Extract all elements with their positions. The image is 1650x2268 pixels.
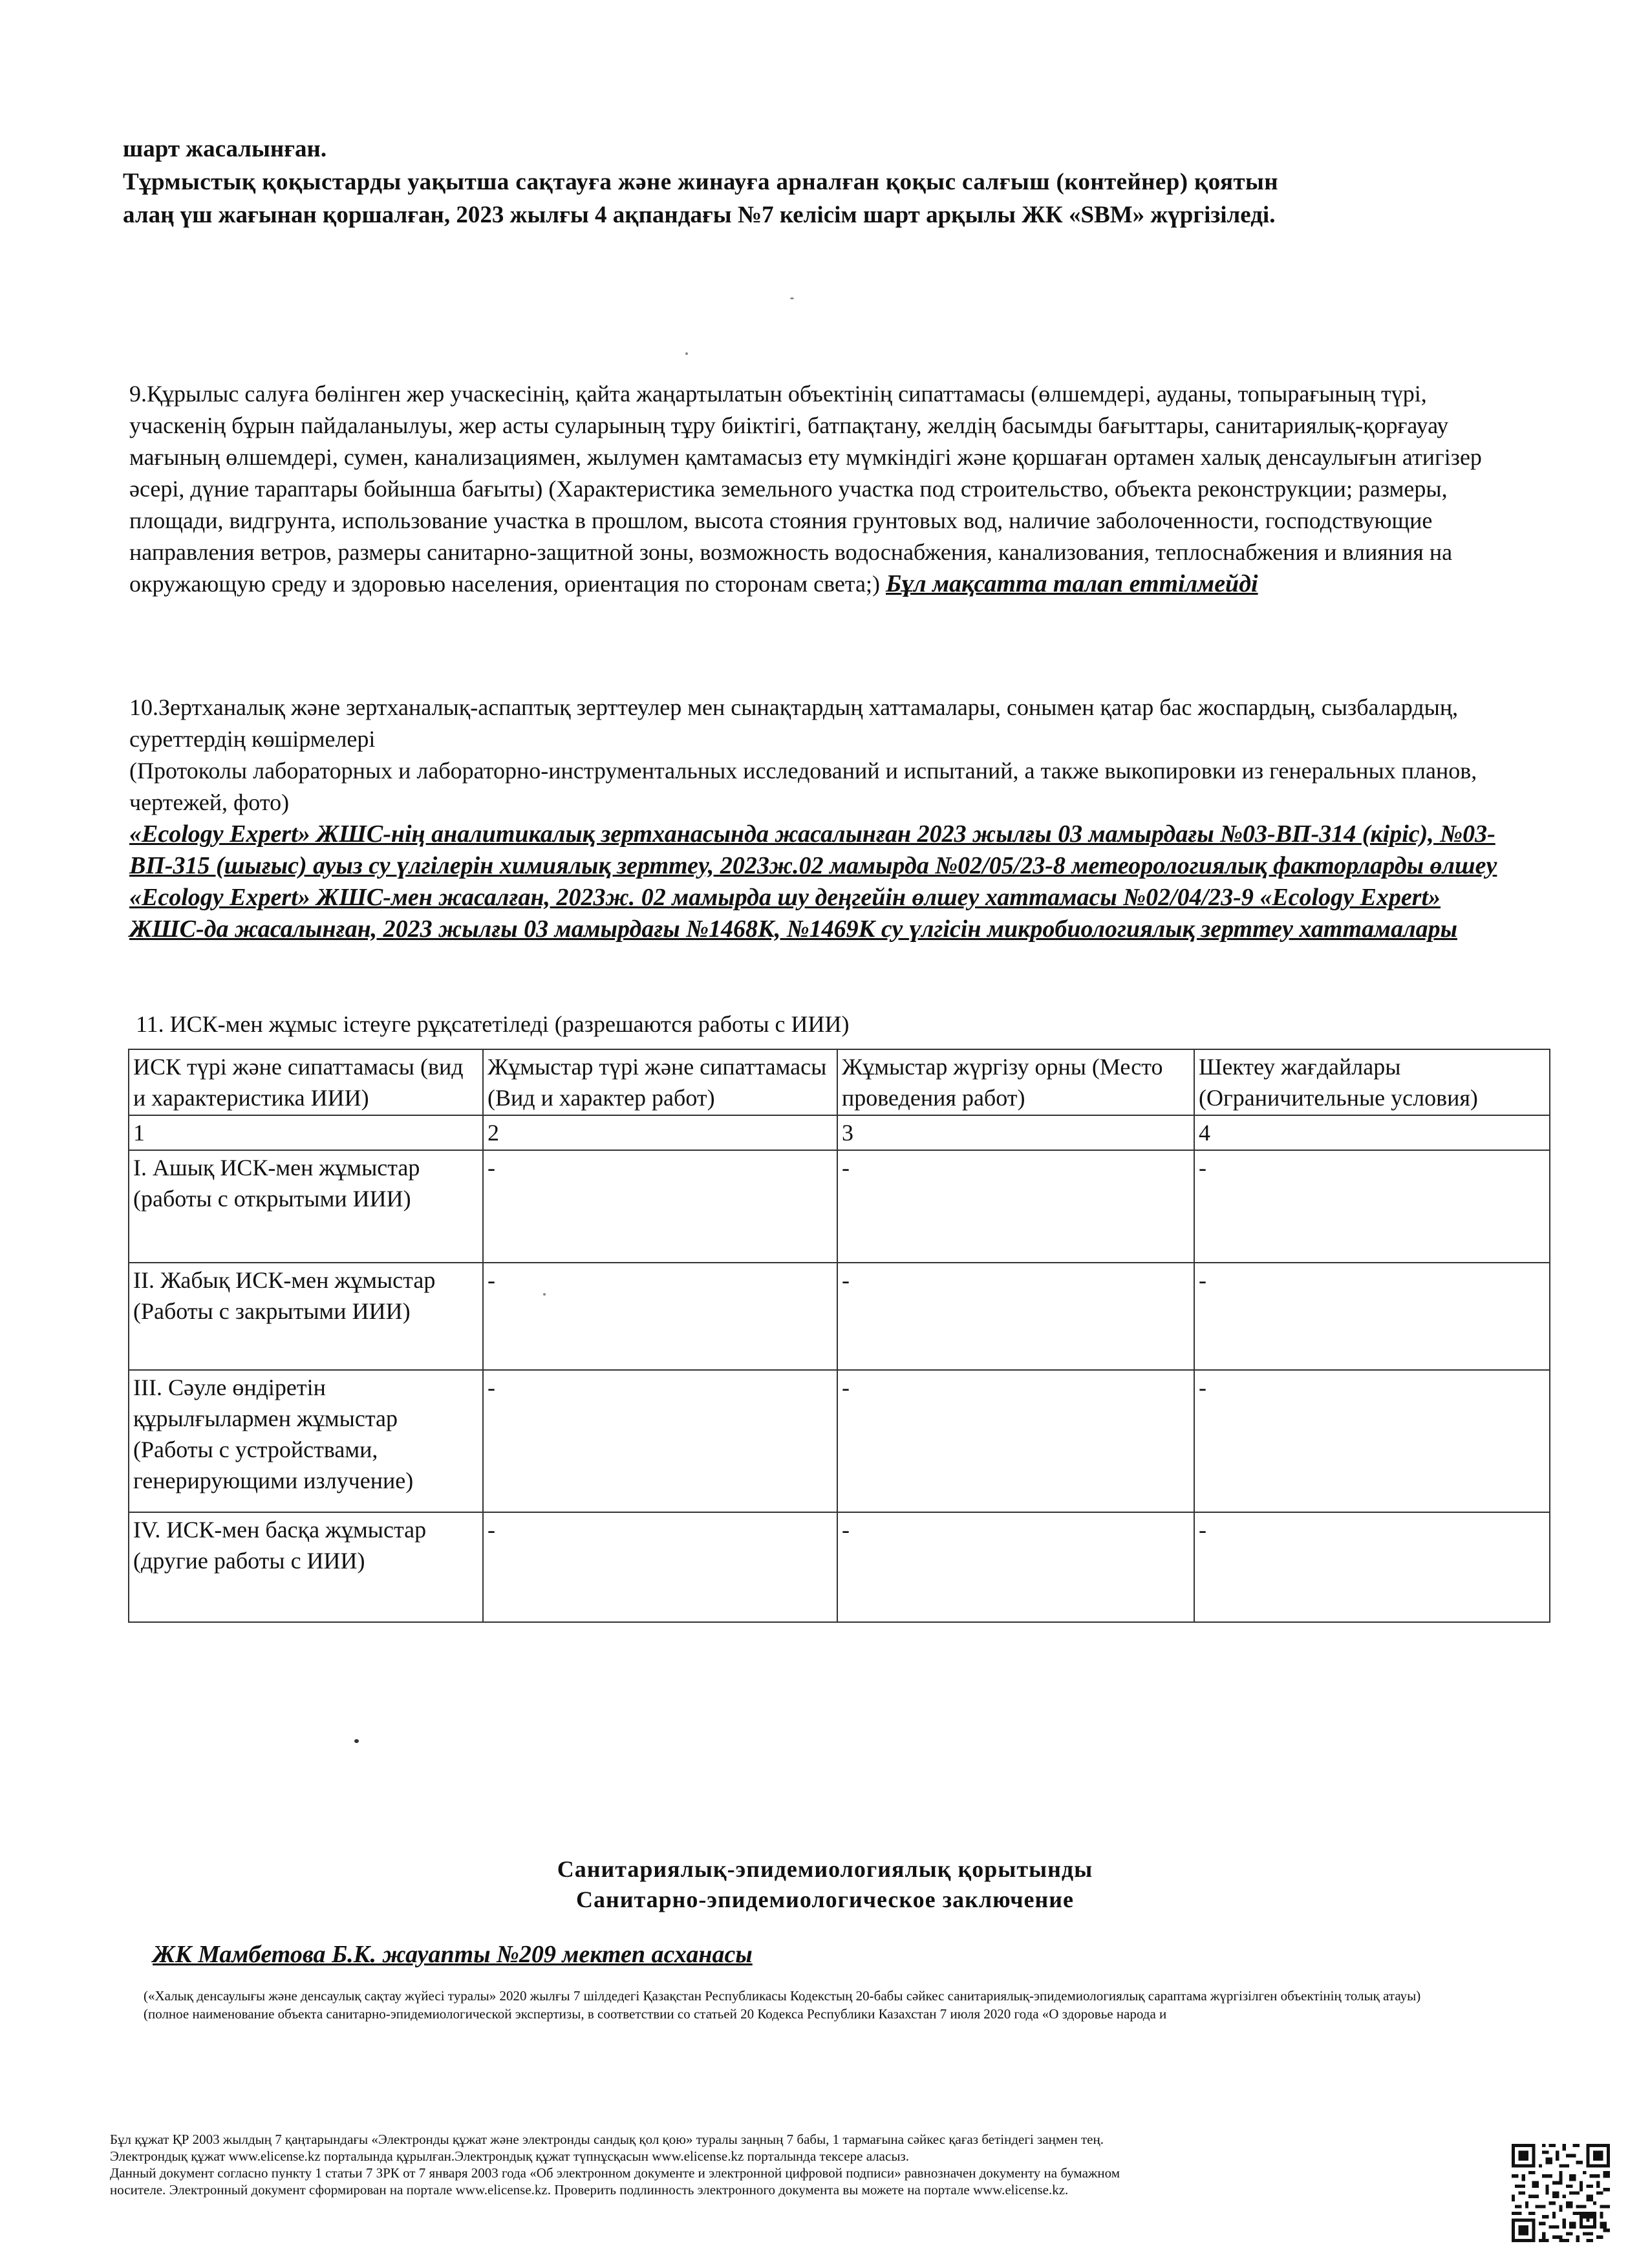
table-cell: - [483, 1512, 837, 1622]
section-9-text: 9.Құрылыс салуға бөлінген жер учаскесінің, қайта жаңартылатын объектінің сипаттамасы (өлшемдері, ауданы, топырағының түрі, учаскенің бұрын пайдаланылуы, жер асты суларының тұру биіктігі, батпақтану, желдің басымды бағыттары, санитариялық-қорғауау мағының өлшемдері, сумен, канализациямен, жылумен қамтамасыз ету мүмкіндігі және қоршаған ортамен халық денсаулығын атигізер әсері, дүние тараптары бойынша бағыты) (Характеристика земельного участка под строительство, объекта реконструкции; размеры, площади, видгрунта, использование участка в прошлом, высота стояния грунтовых вод, наличие заболоченности, господствующие направления ветров, размеры санитарно-защитной зоны, возможность водоснабжения, канализования, теплоснабжения и влияния на окружающую среду и здоровью населения, ориентация по сторонам света;) [129, 381, 1482, 597]
object-note [144, 1987, 1553, 2023]
section-11-title: 11. ИСК-мен жұмыс істеуге рұқсатетіледі (разрешаются работы с ИИИ) [136, 1011, 850, 1037]
conclusion-title-kz: Санитариялық-эпидемиологиялық қорытынды [557, 1856, 1093, 1882]
table-row [129, 1512, 1550, 1622]
table-cell: - [837, 1150, 1194, 1263]
section-9 [129, 378, 1500, 600]
section-9-answer: Бұл мақсатта талап еттілмейді [886, 570, 1258, 597]
footer-line-3: Данный документ согласно пункту 1 статьи 7 ЗРК от 7 января 2003 года «Об электронном документе и электронной цифровой подписи» равнозначен документу на бумажном [110, 2165, 1120, 2181]
object-name: ЖК Мамбетова Б.К. жауапты №209 мектеп асханасы [153, 1941, 753, 1968]
row-label: II. Жабық ИСК-мен жұмыстар (Работы с закрытыми ИИИ) [129, 1263, 483, 1370]
table-cell: - [1194, 1263, 1550, 1370]
header-cell: Шектеу жағдайлары (Ограничительные условия) [1194, 1049, 1550, 1115]
table-cell: - [483, 1263, 837, 1370]
header-cell: Жұмыстар жүргізу орны (Место проведения работ) [837, 1049, 1194, 1115]
table-cell: - [837, 1370, 1194, 1512]
iii-table [128, 1049, 1550, 1623]
top-line-2: Тұрмыстық қоқыстарды уақытша сақтауға және жинауға арналған қоқыс салғыш (контейнер) қоятын [123, 169, 1278, 195]
number-cell: 3 [837, 1115, 1194, 1150]
table-number-row [129, 1115, 1550, 1150]
top-line-3: алаң үш жағынан қоршалған, 2023 жылғы 4 ақпандағы №7 келісім шарт арқылы ЖК «SBM» жүргізіледі. [123, 202, 1276, 228]
table-row [129, 1263, 1550, 1370]
section-10-text: 10.Зертханалық және зертханалық-аспаптық зерттеулер мен сынақтардың хаттамалары, сонымен қатар бас жоспардың, сызбалардың, суреттердің көшірмелері [129, 694, 1459, 752]
table-row [129, 1370, 1550, 1512]
section-10-text-ru: (Протоколы лабораторных и лабораторно-инструментальных исследований и испытаний, а также выкопировки из генеральных планов, чертежей, фото) [129, 758, 1477, 815]
header-cell: Жұмыстар түрі және сипаттамасы (Вид и характер работ) [483, 1049, 837, 1115]
table-cell: - [483, 1370, 837, 1512]
table-row [129, 1150, 1550, 1263]
footer-notice [110, 2131, 1481, 2198]
table-cell: - [837, 1263, 1194, 1370]
table-cell: - [1194, 1370, 1550, 1512]
footer-line-4: носителе. Электронный документ сформирован на портале www.elicense.kz. Проверить подлинность электронного документа вы можете на портале www.elicense.kz. [110, 2182, 1069, 2198]
header-cell: ИСК түрі және сипаттамасы (вид и характеристика ИИИ) [129, 1049, 483, 1115]
table-cell: - [483, 1150, 837, 1263]
object-note-ru: (полное наименование объекта санитарно-эпидемиологической экспертизы, в соответствии со статьей 20 Кодекса Республики Казахстан 7 июля 2020 года «О здоровье народа и [144, 2006, 1167, 2022]
row-label: I. Ашық ИСК-мен жұмыстар (работы с открытыми ИИИ) [129, 1150, 483, 1263]
top-line-1: шарт жасалынған. [123, 136, 327, 162]
number-cell: 2 [483, 1115, 837, 1150]
conclusion-title-ru: Санитарно-эпидемиологическое заключение [576, 1887, 1074, 1912]
table-cell: - [1194, 1150, 1550, 1263]
number-cell: 4 [1194, 1115, 1550, 1150]
row-label: IV. ИСК-мен басқа жұмыстар (другие работы с ИИИ) [129, 1512, 483, 1622]
top-paragraph [123, 133, 1545, 231]
table-cell: - [1194, 1512, 1550, 1622]
object-note-kz: («Халық денсаулығы және денсаулық сақтау жүйесі туралы» 2020 жылғы 7 шілдедегі Қазақстан Республикасы Кодекстың 20-бабы сәйкес санитариялық-эпидемиологиялық сараптама жүргізілген объектінің толық атауы) [144, 1988, 1421, 2004]
qr-code-icon [1512, 2144, 1610, 2242]
footer-line-1: Бұл құжат ҚР 2003 жылдың 7 қаңтарындағы «Электронды құжат және электронды сандық қол қою» туралы заңның 7 бабы, 1 тармағына сәйкес қағаз бетіндегі заңмен тең. [110, 2132, 1104, 2147]
number-cell: 1 [129, 1115, 483, 1150]
footer-line-2: Электрондық құжат www.elicense.kz порталында құрылған.Электрондық құжат түпнұсқасын www.elicense.kz порталында тексере аласыз. [110, 2148, 909, 2164]
table-cell: - [837, 1512, 1194, 1622]
section-10-answer: «Ecology Expert» ЖШС-нің аналитикалық зертханасында жасалынған 2023 жылғы 03 мамырдағы №03-ВП-314 (кіріс), №03-ВП-315 (шығыс) ауыз су үлгілерін химиялық зерттеу, 2023ж.02 мамырда №02/05/23-8 метеорологиялық факторларды өлшеу «Ecology Expert» ЖШС-мен жасалған, 2023ж. 02 мамырда шу деңгейін өлшеу хаттамасы №02/04/23-9 «Ecology Expert» ЖШС-да жасалынған, 2023 жылғы 03 мамырдағы №1468К, №1469К су үлгісін микробиологиялық зерттеу хаттамалары [129, 820, 1497, 943]
row-label: III. Сәуле өндіретін құрылғылармен жұмыстар (Работы с устройствами, генерирующими излучение) [129, 1370, 483, 1512]
section-10 [129, 692, 1506, 945]
conclusion-heading [0, 1854, 1650, 1915]
table-header-row [129, 1049, 1550, 1115]
